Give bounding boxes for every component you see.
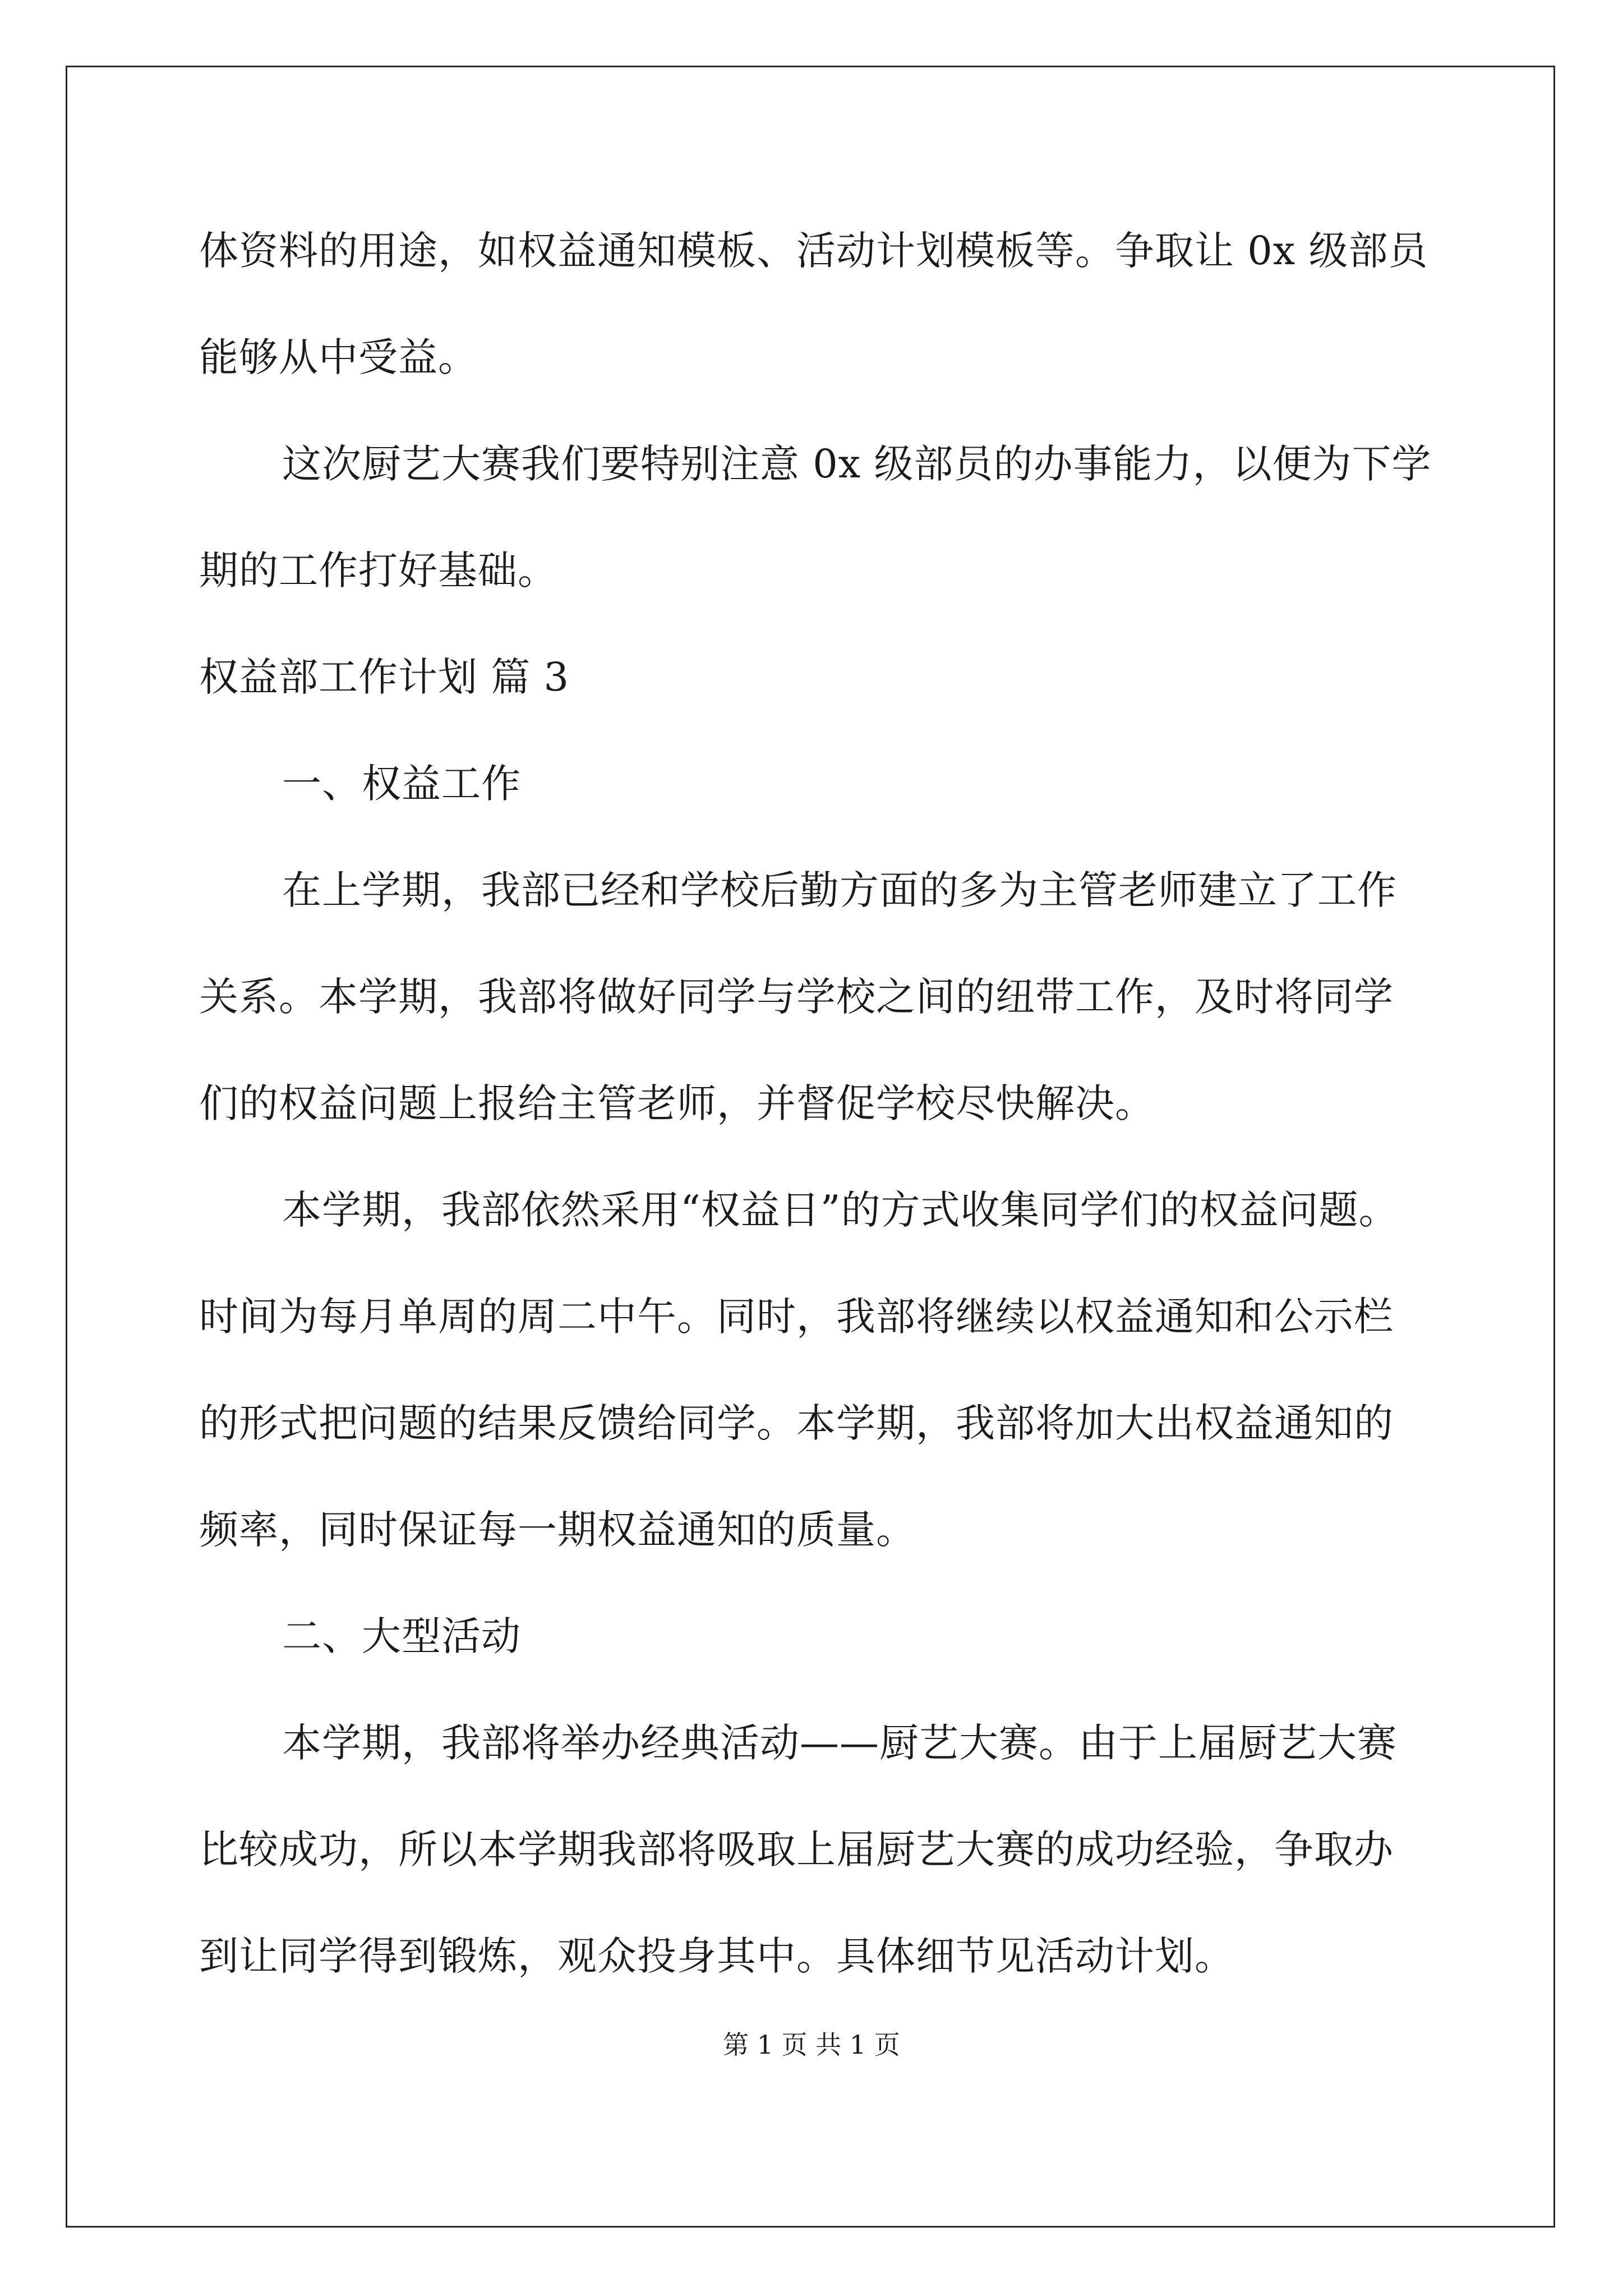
page-border <box>66 66 1555 2228</box>
paragraph-line: 时间为每月单周的周二中午。同时，我部将继续以权益通知和公示栏 <box>199 1294 1394 1340</box>
subsection-heading: 二、大型活动 <box>282 1613 521 1659</box>
section-heading: 权益部工作计划 篇 3 <box>199 654 570 700</box>
paragraph-line: 比较成功，所以本学期我部将吸取上届厨艺大赛的成功经验，争取办 <box>199 1826 1394 1872</box>
paragraph-line: 关系。本学期，我部将做好同学与学校之间的纽带工作，及时将同学 <box>199 974 1394 1020</box>
paragraph-line: 期的工作打好基础。 <box>199 547 557 593</box>
subsection-heading: 一、权益工作 <box>282 761 521 807</box>
paragraph-line: 的形式把问题的结果反馈给同学。本学期，我部将加大出权益通知的 <box>199 1400 1394 1446</box>
paragraph-line: 到让同学得到锻炼，观众投身其中。具体细节见活动计划。 <box>199 1933 1234 1979</box>
paragraph-line: 这次厨艺大赛我们要特别注意 0x 级部员的办事能力，以便为下学 <box>282 441 1432 487</box>
paragraph-line: 频率，同时保证每一期权益通知的质量。 <box>199 1507 916 1553</box>
paragraph-line: 本学期，我部将举办经典活动——厨艺大赛。由于上届厨艺大赛 <box>282 1720 1397 1766</box>
paragraph-line: 体资料的用途，如权益通知模板、活动计划模板等。争取让 0x 级部员 <box>199 228 1428 274</box>
paragraph-line: 们的权益问题上报给主管老师，并督促学校尽快解决。 <box>199 1080 1155 1126</box>
paragraph-line: 能够从中受益。 <box>199 334 478 380</box>
paragraph-line: 在上学期，我部已经和学校后勤方面的多为主管老师建立了工作 <box>282 867 1397 913</box>
page-footer: 第 1 页 共 1 页 <box>723 2030 900 2060</box>
paragraph-line: 本学期，我部依然采用“权益日”的方式收集同学们的权益问题。 <box>282 1187 1399 1233</box>
